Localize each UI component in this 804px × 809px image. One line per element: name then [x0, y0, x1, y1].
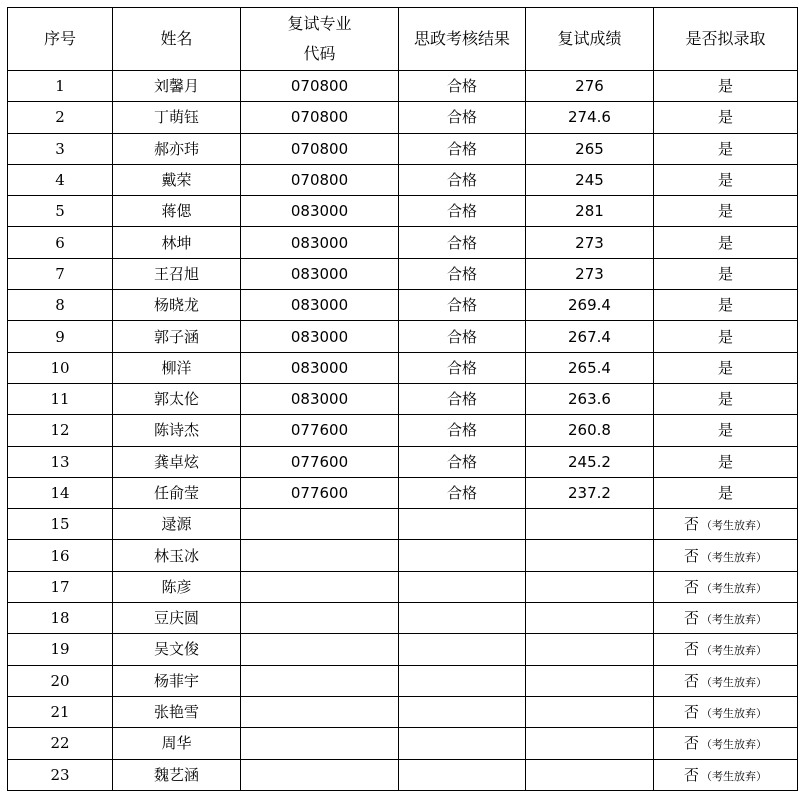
table-row — [8, 665, 798, 696]
cell-politics: 合格 — [399, 71, 526, 102]
cell-admit — [654, 415, 798, 446]
table-row — [8, 634, 798, 665]
table-row — [8, 321, 798, 352]
cell-admit — [654, 133, 798, 164]
cell-name: 杨晓龙 — [113, 290, 241, 321]
cell-admit — [654, 321, 798, 352]
cell-score: 274.6 — [526, 102, 654, 133]
cell-admit — [654, 102, 798, 133]
cell-politics: 合格 — [399, 164, 526, 195]
admit-decision: 是 — [717, 264, 733, 283]
cell-name: 陈诗杰 — [113, 415, 241, 446]
cell-seq: 11 — [8, 383, 113, 414]
cell-major-code — [241, 634, 399, 665]
cell-name: 郭子涵 — [113, 321, 241, 352]
cell-seq: 21 — [8, 696, 113, 727]
cell-score: 269.4 — [526, 290, 654, 321]
cell-seq: 6 — [8, 227, 113, 258]
cell-score — [526, 540, 654, 571]
cell-seq: 22 — [8, 728, 113, 759]
cell-name: 张艳雪 — [113, 696, 241, 727]
cell-name: 龚卓炫 — [113, 446, 241, 477]
cell-admit — [654, 634, 798, 665]
cell-politics: 合格 — [399, 133, 526, 164]
cell-admit — [654, 509, 798, 540]
cell-major-code: 070800 — [241, 164, 399, 195]
cell-score — [526, 728, 654, 759]
admit-decision: 否 — [683, 703, 699, 722]
cell-major-code — [241, 540, 399, 571]
cell-major-code: 083000 — [241, 227, 399, 258]
header-major-code-line1: 复试专业 — [287, 14, 352, 33]
cell-politics — [399, 509, 526, 540]
cell-seq: 18 — [8, 603, 113, 634]
cell-name: 陈彦 — [113, 571, 241, 602]
cell-seq: 20 — [8, 665, 113, 696]
cell-major-code: 070800 — [241, 133, 399, 164]
cell-admit — [654, 477, 798, 508]
cell-major-code — [241, 571, 399, 602]
cell-major-code: 070800 — [241, 102, 399, 133]
cell-score: 245.2 — [526, 446, 654, 477]
admit-decision: 否 — [683, 765, 699, 784]
cell-politics: 合格 — [399, 446, 526, 477]
header-major-code — [241, 8, 399, 71]
admit-note: （考生放弃） — [701, 550, 767, 564]
admit-decision: 是 — [717, 139, 733, 158]
admit-note: （考生放弃） — [701, 738, 767, 752]
table-row — [8, 102, 798, 133]
cell-admit — [654, 446, 798, 477]
cell-score: 260.8 — [526, 415, 654, 446]
cell-seq: 15 — [8, 509, 113, 540]
cell-admit — [654, 603, 798, 634]
cell-score — [526, 665, 654, 696]
admit-note: （考生放弃） — [701, 581, 767, 595]
admit-decision: 是 — [717, 202, 733, 221]
header-seq: 序号 — [8, 8, 113, 71]
cell-major-code: 083000 — [241, 258, 399, 289]
cell-politics — [399, 603, 526, 634]
cell-seq: 4 — [8, 164, 113, 195]
admit-decision: 否 — [683, 546, 699, 565]
header-admit: 是否拟录取 — [654, 8, 798, 71]
table-row — [8, 415, 798, 446]
admit-decision: 是 — [717, 171, 733, 190]
cell-admit — [654, 383, 798, 414]
admit-decision: 是 — [717, 421, 733, 440]
cell-name: 豆庆圆 — [113, 603, 241, 634]
admit-decision: 是 — [717, 108, 733, 127]
cell-politics: 合格 — [399, 477, 526, 508]
cell-seq: 14 — [8, 477, 113, 508]
cell-score: 245 — [526, 164, 654, 195]
table-row — [8, 509, 798, 540]
cell-seq: 19 — [8, 634, 113, 665]
cell-politics: 合格 — [399, 258, 526, 289]
cell-name: 王召旭 — [113, 258, 241, 289]
cell-admit — [654, 571, 798, 602]
table-row — [8, 446, 798, 477]
cell-seq: 3 — [8, 133, 113, 164]
admit-decision: 是 — [717, 390, 733, 409]
cell-name: 林坤 — [113, 227, 241, 258]
cell-name: 郭太伦 — [113, 383, 241, 414]
header-row — [8, 8, 798, 71]
cell-score: 267.4 — [526, 321, 654, 352]
admit-note: （考生放弃） — [701, 769, 767, 783]
cell-major-code — [241, 728, 399, 759]
table-row — [8, 571, 798, 602]
admit-decision: 否 — [683, 671, 699, 690]
cell-seq: 12 — [8, 415, 113, 446]
cell-admit — [654, 759, 798, 790]
table-row — [8, 477, 798, 508]
table-row — [8, 696, 798, 727]
cell-politics — [399, 665, 526, 696]
table-row — [8, 133, 798, 164]
cell-name: 任俞莹 — [113, 477, 241, 508]
table-row — [8, 352, 798, 383]
cell-score: 265 — [526, 133, 654, 164]
table-row — [8, 164, 798, 195]
cell-politics — [399, 634, 526, 665]
cell-score — [526, 696, 654, 727]
cell-name: 林玉冰 — [113, 540, 241, 571]
cell-seq: 17 — [8, 571, 113, 602]
cell-seq: 13 — [8, 446, 113, 477]
cell-score: 237.2 — [526, 477, 654, 508]
cell-major-code: 077600 — [241, 446, 399, 477]
admit-decision: 是 — [717, 358, 733, 377]
cell-major-code: 077600 — [241, 477, 399, 508]
cell-seq: 9 — [8, 321, 113, 352]
cell-politics — [399, 728, 526, 759]
cell-admit — [654, 164, 798, 195]
cell-name: 柳洋 — [113, 352, 241, 383]
cell-seq: 5 — [8, 196, 113, 227]
cell-major-code: 077600 — [241, 415, 399, 446]
cell-major-code — [241, 509, 399, 540]
cell-name: 逯源 — [113, 509, 241, 540]
cell-politics — [399, 696, 526, 727]
cell-score: 273 — [526, 258, 654, 289]
cell-name: 周华 — [113, 728, 241, 759]
table-row — [8, 383, 798, 414]
cell-politics: 合格 — [399, 415, 526, 446]
cell-name: 刘馨月 — [113, 71, 241, 102]
table-row — [8, 227, 798, 258]
cell-politics — [399, 759, 526, 790]
admit-decision: 是 — [717, 452, 733, 471]
cell-admit — [654, 696, 798, 727]
admit-decision: 否 — [683, 609, 699, 628]
admit-decision: 否 — [683, 577, 699, 596]
admit-note: （考生放弃） — [701, 707, 767, 721]
header-name: 姓名 — [113, 8, 241, 71]
header-major-code-line2: 代码 — [303, 44, 336, 63]
cell-name: 蒋偲 — [113, 196, 241, 227]
cell-name: 丁萌钰 — [113, 102, 241, 133]
cell-seq: 8 — [8, 290, 113, 321]
cell-major-code: 083000 — [241, 352, 399, 383]
header-politics: 思政考核结果 — [399, 8, 526, 71]
cell-seq: 23 — [8, 759, 113, 790]
cell-admit — [654, 540, 798, 571]
table-row — [8, 603, 798, 634]
cell-name: 杨菲宇 — [113, 665, 241, 696]
table-row — [8, 258, 798, 289]
cell-score — [526, 571, 654, 602]
admit-decision: 是 — [717, 296, 733, 315]
cell-score — [526, 634, 654, 665]
cell-seq: 16 — [8, 540, 113, 571]
cell-major-code: 083000 — [241, 196, 399, 227]
cell-name: 戴荣 — [113, 164, 241, 195]
cell-admit — [654, 728, 798, 759]
cell-score: 265.4 — [526, 352, 654, 383]
header-score: 复试成绩 — [526, 8, 654, 71]
cell-admit — [654, 352, 798, 383]
table-row — [8, 196, 798, 227]
cell-score: 273 — [526, 227, 654, 258]
cell-name: 吴文俊 — [113, 634, 241, 665]
admit-decision: 否 — [683, 734, 699, 753]
cell-politics: 合格 — [399, 383, 526, 414]
admission-table — [7, 7, 798, 791]
cell-major-code: 083000 — [241, 290, 399, 321]
cell-politics: 合格 — [399, 352, 526, 383]
admit-note: （考生放弃） — [701, 613, 767, 627]
cell-score: 263.6 — [526, 383, 654, 414]
table-body — [8, 71, 798, 791]
cell-score: 281 — [526, 196, 654, 227]
cell-score — [526, 509, 654, 540]
cell-politics: 合格 — [399, 227, 526, 258]
table-row — [8, 540, 798, 571]
cell-politics: 合格 — [399, 290, 526, 321]
admit-note: （考生放弃） — [701, 675, 767, 689]
cell-politics — [399, 571, 526, 602]
cell-major-code: 070800 — [241, 71, 399, 102]
table-row — [8, 290, 798, 321]
admit-note: （考生放弃） — [701, 644, 767, 658]
cell-admit — [654, 290, 798, 321]
admit-decision: 是 — [717, 484, 733, 502]
admit-note: （考生放弃） — [701, 519, 767, 533]
admit-decision: 否 — [683, 515, 699, 534]
cell-seq: 2 — [8, 102, 113, 133]
cell-major-code — [241, 696, 399, 727]
cell-politics: 合格 — [399, 102, 526, 133]
table-row — [8, 728, 798, 759]
cell-score — [526, 759, 654, 790]
cell-name: 郝亦玮 — [113, 133, 241, 164]
admit-decision: 是 — [717, 327, 733, 346]
table-row — [8, 71, 798, 102]
cell-seq: 7 — [8, 258, 113, 289]
cell-major-code: 083000 — [241, 383, 399, 414]
cell-score: 276 — [526, 71, 654, 102]
cell-admit — [654, 258, 798, 289]
table-row — [8, 759, 798, 790]
cell-politics: 合格 — [399, 196, 526, 227]
admit-decision: 否 — [683, 640, 699, 659]
cell-major-code — [241, 603, 399, 634]
cell-major-code — [241, 759, 399, 790]
cell-politics — [399, 540, 526, 571]
cell-seq: 1 — [8, 71, 113, 102]
admit-decision: 是 — [717, 77, 733, 96]
cell-admit — [654, 196, 798, 227]
cell-admit — [654, 71, 798, 102]
cell-politics: 合格 — [399, 321, 526, 352]
cell-admit — [654, 227, 798, 258]
cell-score — [526, 603, 654, 634]
cell-admit — [654, 665, 798, 696]
cell-major-code: 083000 — [241, 321, 399, 352]
cell-name: 魏艺涵 — [113, 759, 241, 790]
cell-major-code — [241, 665, 399, 696]
cell-seq: 10 — [8, 352, 113, 383]
admit-decision: 是 — [717, 233, 733, 252]
